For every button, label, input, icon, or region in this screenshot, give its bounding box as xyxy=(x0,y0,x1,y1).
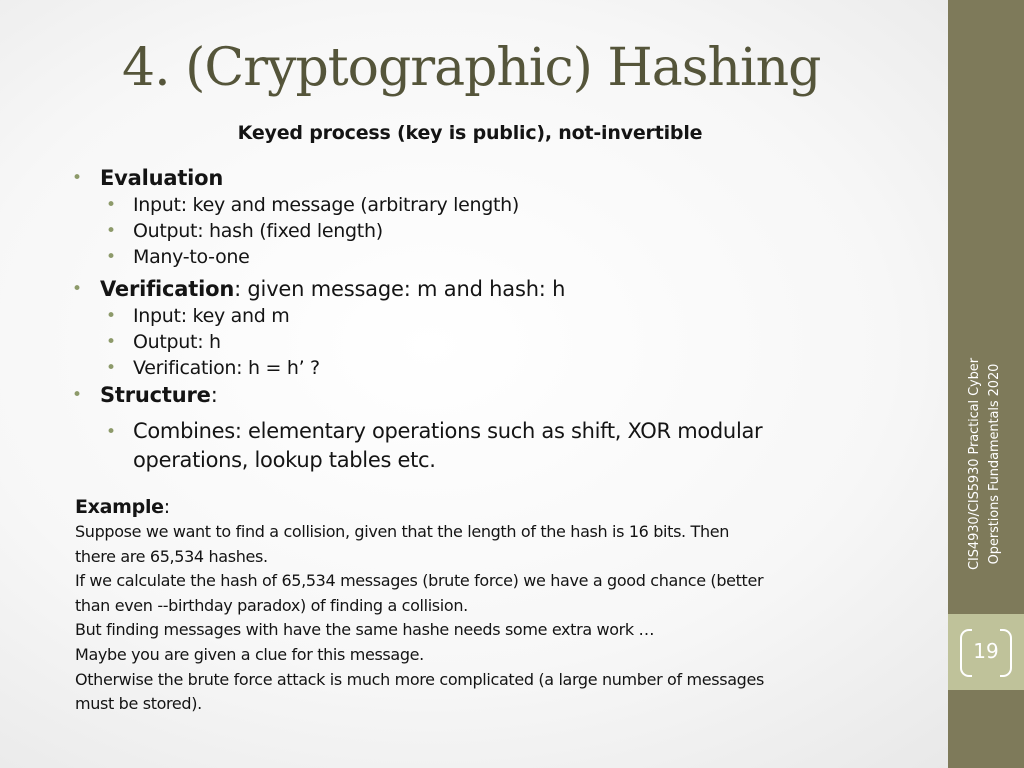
example-line: If we calculate the hash of 65,534 messages (brute force) we have a good chance (better xyxy=(75,571,764,591)
slide-title: 4. (Cryptographic) Hashing xyxy=(122,38,821,98)
sub-bullet-continuation xyxy=(72,446,932,475)
sub-bullet-text: Combines: elementary operations such as shift, XOR modular xyxy=(133,419,763,443)
example-label: Example xyxy=(75,496,164,518)
bullet-dot-icon: • xyxy=(106,358,116,378)
sub-bullet-text: Many-to-one xyxy=(133,246,250,268)
example-colon: : xyxy=(163,496,170,518)
sub-bullet-text: Input: key and m xyxy=(133,305,290,327)
example-block xyxy=(75,494,915,717)
bullet-dot-icon: • xyxy=(106,422,116,442)
example-line: Suppose we want to find a collision, given that the length of the hash is 16 bits. Then xyxy=(75,522,730,541)
slide-subtitle: Keyed process (key is public), not-invertible xyxy=(237,122,703,144)
sub-bullet-text: Input: key and message (arbitrary length) xyxy=(133,194,520,216)
bracket-left-icon xyxy=(960,629,972,677)
bullet-label: Verification xyxy=(100,277,235,301)
bullet-label: Evaluation xyxy=(100,166,224,190)
sub-bullet-text: Verification: h = h’ ? xyxy=(133,357,320,379)
bullet-dot-icon: • xyxy=(106,195,116,215)
bullet-structure xyxy=(72,381,932,409)
bracket-right-icon xyxy=(1000,629,1012,677)
example-line: But finding messages with have the same hashe needs some extra work … xyxy=(75,620,655,640)
course-footer xyxy=(965,314,1005,614)
example-heading xyxy=(75,494,915,520)
sub-bullet xyxy=(72,192,932,218)
sub-bullet xyxy=(72,355,932,381)
example-line: Otherwise the brute force attack is much more complicated (a large number of messages xyxy=(75,669,764,689)
sub-bullet xyxy=(72,303,932,329)
bullet-list xyxy=(72,164,932,475)
example-line: than even --birthday paradox) of finding a collision. xyxy=(75,595,468,615)
course-line: CIS4930/CIS5930 Practical Cyber xyxy=(967,358,982,570)
bullet-text: : given message: m and hash: h xyxy=(234,277,566,301)
bullet-verification xyxy=(72,275,932,303)
page-number-frame xyxy=(960,629,1012,675)
sub-bullet xyxy=(72,417,932,446)
example-line: must be stored). xyxy=(75,694,202,714)
sub-bullet-text: Output: hash (fixed length) xyxy=(133,220,383,242)
bullet-text: : xyxy=(210,383,218,407)
bullet-label: Structure xyxy=(100,383,211,407)
sub-bullet-text: Output: h xyxy=(133,331,221,353)
bullet-dot-icon: • xyxy=(106,247,116,267)
sub-bullet xyxy=(72,218,932,244)
page-number-box xyxy=(948,614,1024,690)
bullet-dot-icon: • xyxy=(106,332,116,352)
bullet-evaluation xyxy=(72,164,932,192)
page-number: 19 xyxy=(973,639,999,663)
sub-bullet xyxy=(72,244,932,270)
example-line: Maybe you are given a clue for this message. xyxy=(75,644,424,664)
bullet-dot-icon: • xyxy=(106,306,116,326)
bullet-dot-icon: • xyxy=(106,221,116,241)
sub-bullet xyxy=(72,329,932,355)
example-line: there are 65,534 hashes. xyxy=(75,546,268,566)
bullet-dot-icon: • xyxy=(72,279,82,299)
bullet-dot-icon: • xyxy=(72,168,82,188)
sub-bullet-text: operations, lookup tables etc. xyxy=(133,448,436,472)
bullet-dot-icon: • xyxy=(72,385,82,405)
course-line: Operstions Fundamentals 2020 xyxy=(987,363,1002,565)
